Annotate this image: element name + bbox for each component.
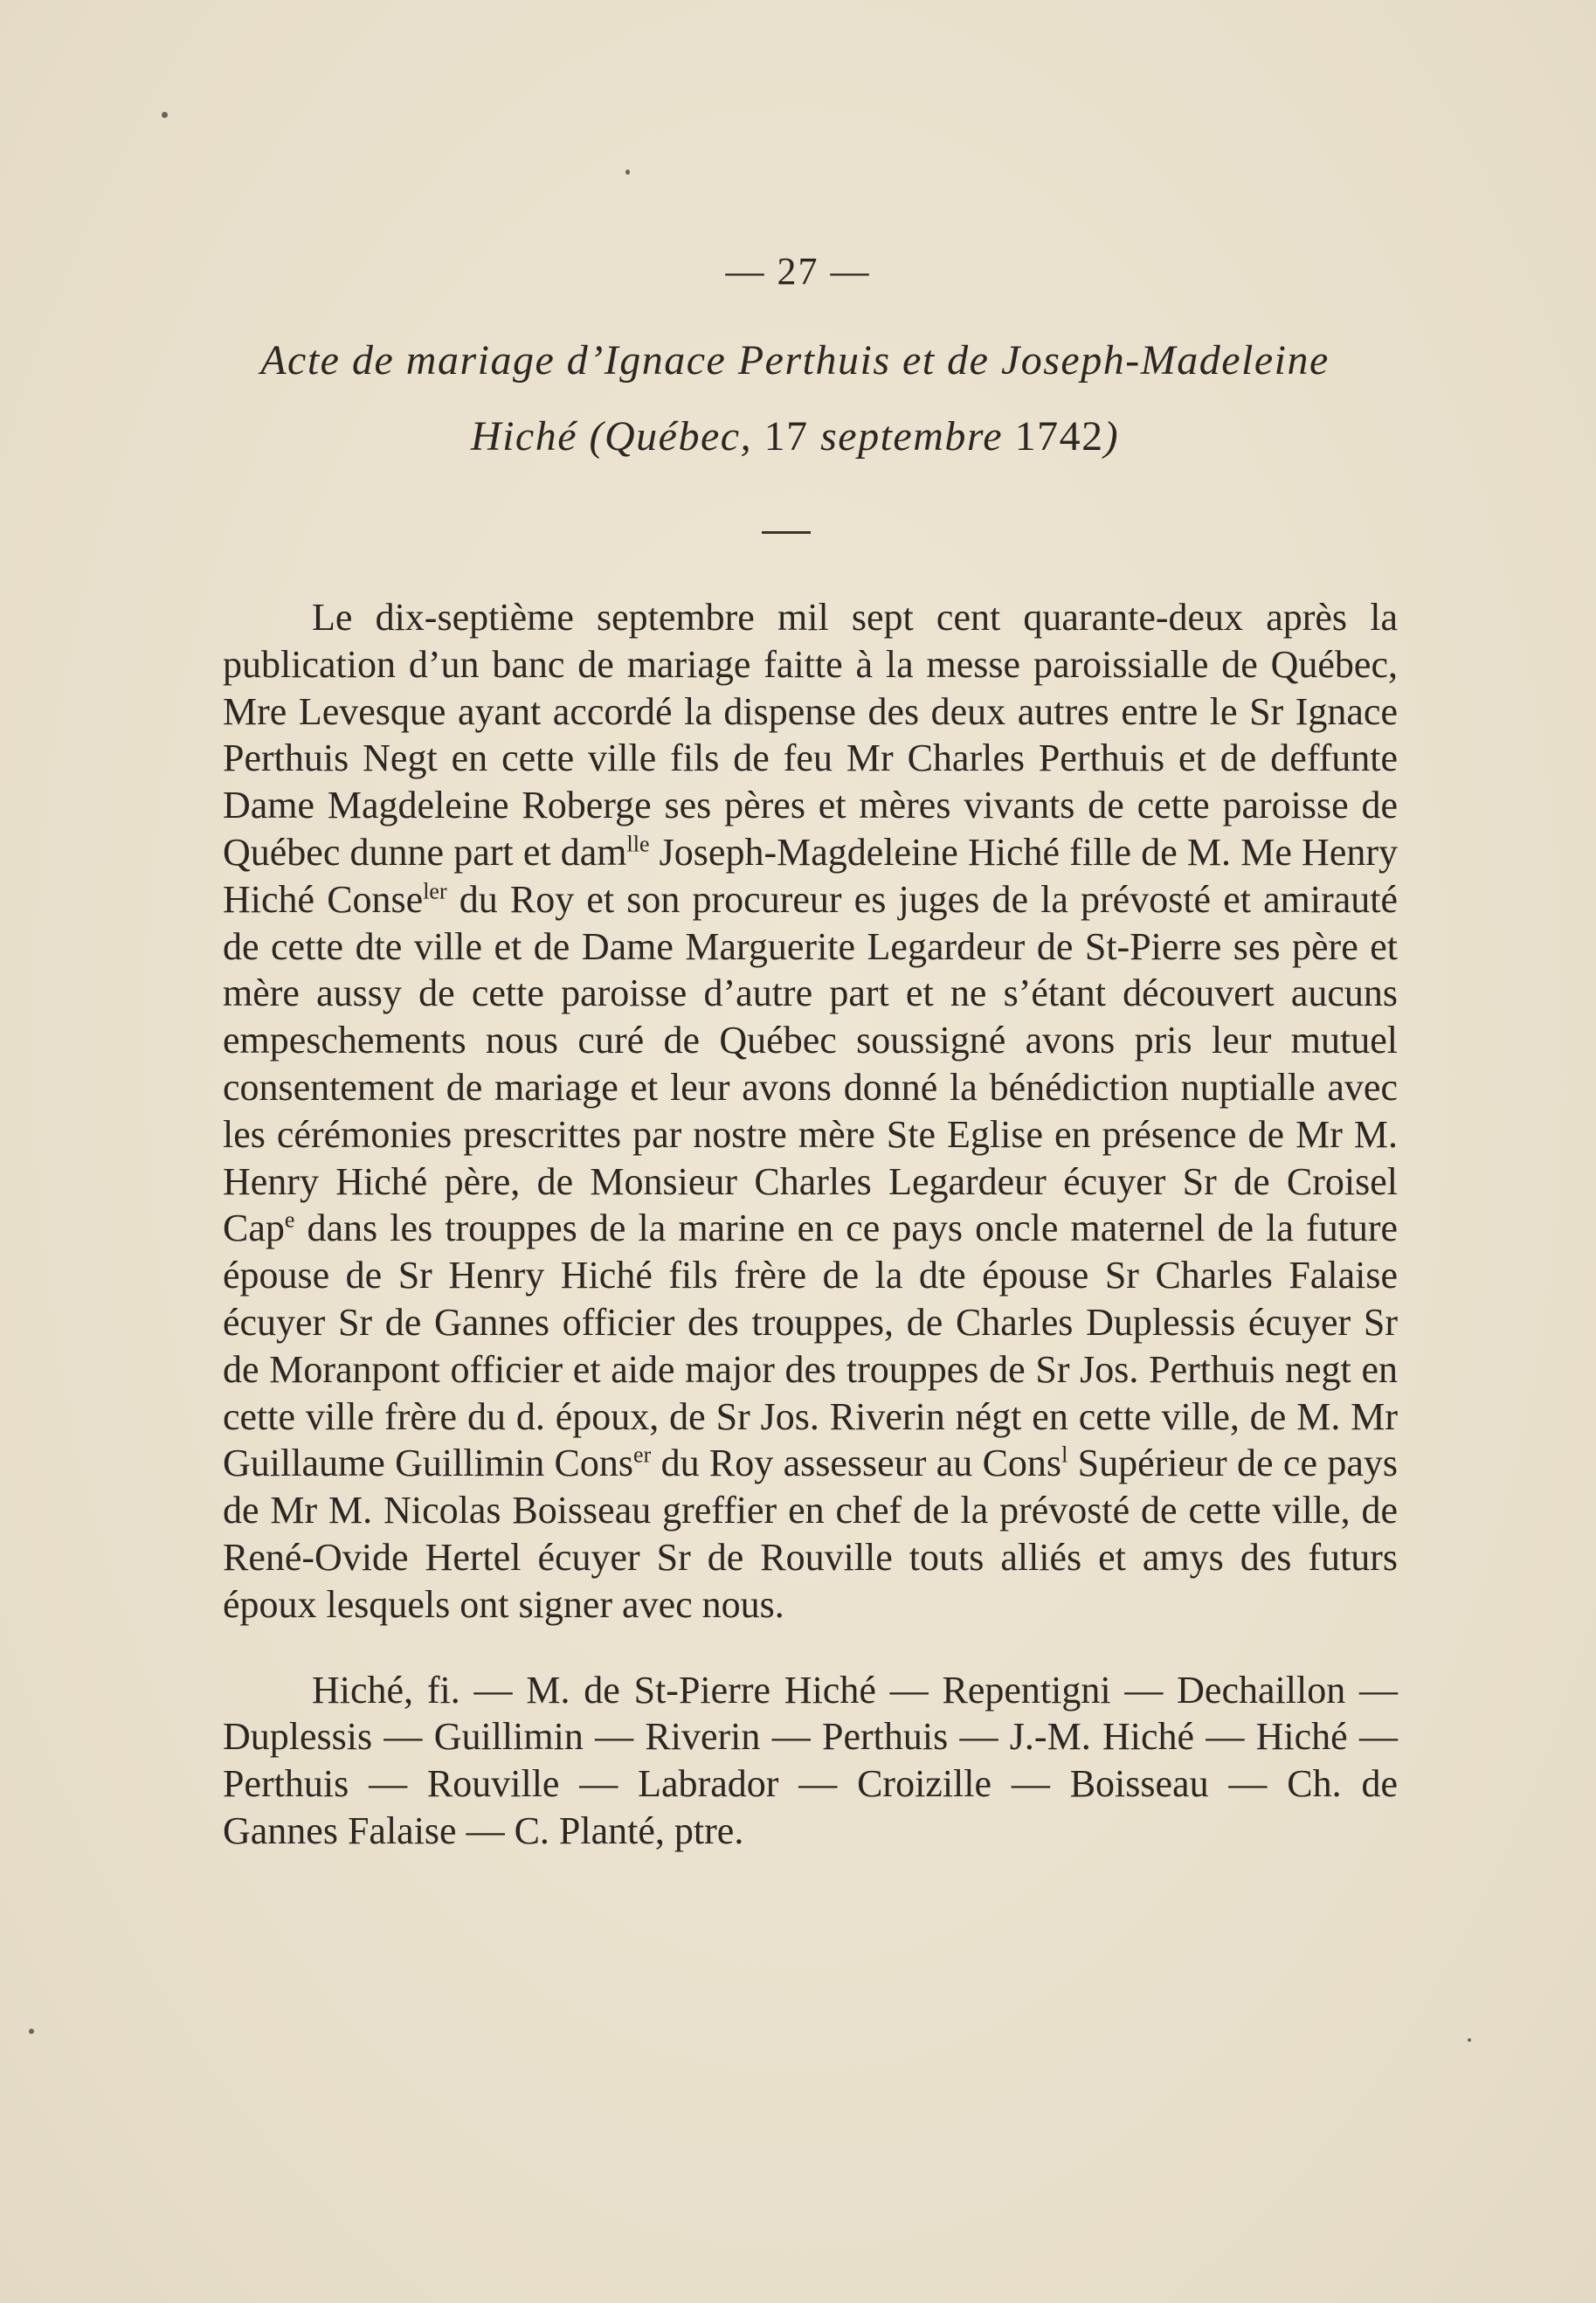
title-divider bbox=[762, 531, 811, 534]
document-title-line-1: Acte de mariage d’Ignace Perthuis et de Joseph-Madeleine bbox=[260, 337, 1330, 384]
document-title-line-2 bbox=[218, 412, 1371, 460]
title-place: Hiché (Québec, bbox=[470, 413, 764, 460]
page-number: — 27 — bbox=[725, 250, 871, 293]
title-month: septembre bbox=[808, 413, 1015, 460]
paper-speck bbox=[1468, 2038, 1471, 2042]
title-day: 17 bbox=[763, 413, 809, 460]
signatures-paragraph: Hiché, fi. — M. de St-Pierre Hiché — Repentigni — Dechaillon — Duplessis — Guillimin — Riverin — Perthuis — J.-M. Hiché — Hiché — Perthuis — Rouville — Labrador — Croizille — Boisseau — Ch. de Gannes Falaise — C. Planté, ptre. bbox=[223, 1668, 1398, 1852]
paper-speck bbox=[29, 2029, 34, 2034]
marriage-record-paragraph: Le dix-septième septembre mil sept cent quarante-deux après la publication d’un banc de mariage faitte à la messe paroissialle de Québec, Mre Levesque ayant accordé la dispense des deux autres entre le Sr Ignace Perthuis Negt en cette ville fils de feu Mr Charles Perthuis et de deffunte Dame Magdeleine Roberge ses pères et mères vivants de cette paroisse de Québec dunne part et dam$^{lle}$ Joseph-Magdeleine Hiché fille de M. Me Henry Hiché Conse$^{ler}$ du Roy et son procureur es juges de la prévosté et amirauté de cette dte ville et de Dame Marguerite Legardeur de St-Pierre ses père et mère aussy de cette paroisse d’autre part et ne s’étant découvert aucuns empeschements nous curé de Québec soussigné avons pris leur mutuel consentement de mariage et leur avons donné la bénédiction nuptialle avec les cérémonies prescrittes par nostre mère Ste Eglise en présence de Mr M. Henry Hiché père, de Monsieur Charles Legardeur écuyer Sr de Croisel Cap$^e$ dans les trouppes de la marine en ce pays oncle maternel de la future épouse de Sr Henry Hiché fils frère de la dte épouse Sr Charles Falaise écuyer Sr de Gannes officier des trouppes, de Charles Duplessis écuyer Sr de Moranpont officier et aide major des trouppes de Sr Jos. Perthuis negt en cette ville frère du d. époux, de Sr Jos. Riverin négt en cette ville, de M. Mr Guillaume Guillimin Cons$^{er}$ du Roy assesseur au Cons$^l$ Supérieur de ce pays de Mr M. Nicolas Boisseau greffier en chef de la prévosté de cette ville, de René-Ovide Hertel écuyer Sr de Rouville touts alliés et amys des futurs époux lesquels ont signer avec nous. bbox=[223, 596, 1399, 1626]
title-year: 1742 bbox=[1014, 413, 1104, 460]
document-body bbox=[223, 594, 1398, 1855]
paper-speck bbox=[625, 169, 630, 175]
paper-speck bbox=[162, 112, 168, 118]
title-close-paren: ) bbox=[1103, 413, 1120, 460]
